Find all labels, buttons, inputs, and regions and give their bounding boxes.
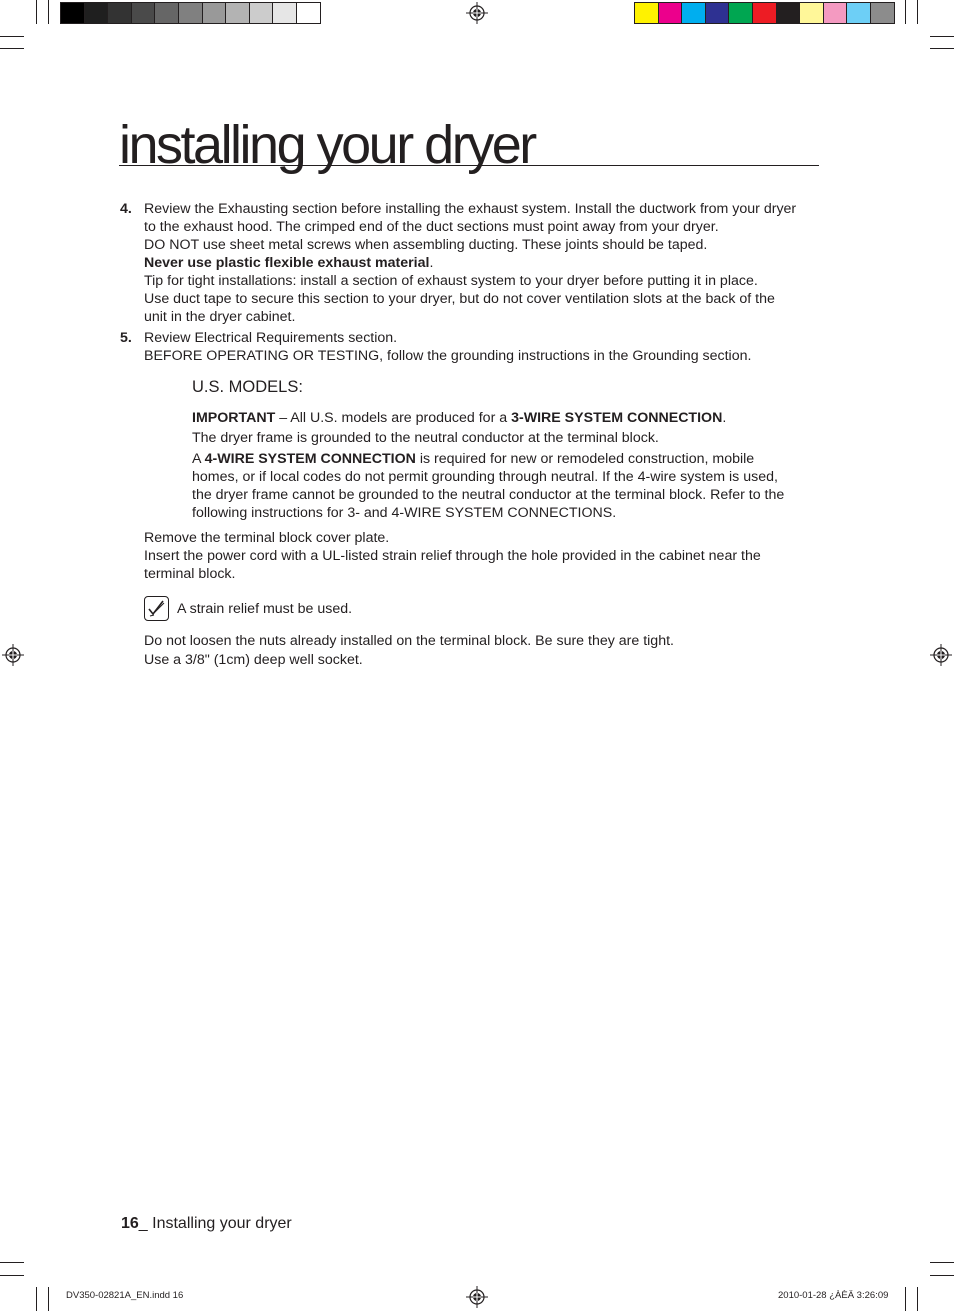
page-title: installing your dryer	[119, 112, 819, 166]
registration-mark-icon	[466, 2, 488, 24]
crop-mark	[48, 0, 49, 24]
warning-text: Never use plastic flexible exhaust material	[144, 255, 430, 271]
color-swatch	[658, 2, 683, 24]
page-footer-label: _ Installing your dryer	[138, 1215, 292, 1232]
color-swatch	[752, 2, 777, 24]
color-calibration-bar	[634, 0, 896, 26]
four-wire-text: is required for new or remodeled construction, mobile	[415, 451, 755, 467]
period: .	[722, 410, 727, 426]
step-text-line: Review the Exhausting section before installing the exhaust system. Install the ductwork from your dryer	[144, 201, 797, 217]
crop-mark	[36, 0, 37, 24]
four-wire-prefix: A	[192, 451, 205, 467]
three-wire-label: 3-WIRE SYSTEM CONNECTION	[511, 410, 723, 426]
frame-line: The dryer frame is grounded to the neutral conductor at the terminal block.	[192, 430, 659, 446]
step-text-line: Review Electrical Requirements section.	[144, 330, 398, 346]
instruction-line: terminal block.	[144, 566, 236, 582]
color-swatch	[728, 2, 753, 24]
color-swatch	[296, 2, 321, 24]
crop-mark	[0, 48, 24, 49]
color-swatch	[870, 2, 895, 24]
color-swatch	[846, 2, 871, 24]
important-line	[192, 409, 726, 427]
registration-mark-icon	[930, 644, 952, 666]
step-text-line: Use duct tape to secure this section to your dryer, but do not cover ventilation slots at the back of the	[144, 291, 775, 307]
crop-mark	[930, 1262, 954, 1263]
color-swatch	[681, 2, 706, 24]
crop-mark	[930, 1275, 954, 1276]
color-swatch	[634, 2, 659, 24]
step-text-line: BEFORE OPERATING OR TESTING, follow the grounding instructions in the Grounding section.	[144, 348, 752, 364]
color-swatch	[154, 2, 179, 24]
four-wire-text-line: following instructions for 3- and 4-WIRE SYSTEM CONNECTIONS.	[192, 505, 617, 521]
slug-filename: DV350-02821A_EN.indd 16	[66, 1290, 184, 1301]
slug-date: 2010-01-28 ¿ÀÈÄ 3:26:09	[778, 1290, 889, 1301]
step-text-line: to the exhaust hood. The crimped end of the duct sections must point away from your dryer.	[144, 219, 719, 235]
four-wire-text-line: the dryer frame cannot be grounded to the neutral conductor at the terminal block. Refer to the	[192, 487, 785, 503]
instruction-line: Do not loosen the nuts already installed on the terminal block. Be sure they are tight.	[144, 633, 674, 649]
instruction-line: Insert the power cord with a UL-listed strain relief through the hole provided in the cabinet near the	[144, 548, 761, 564]
color-swatch	[202, 2, 227, 24]
step-number: 5.	[120, 330, 132, 346]
important-text: – All U.S. models are produced for a	[275, 410, 512, 426]
color-swatch	[60, 2, 85, 24]
crop-mark	[905, 0, 906, 24]
crop-mark	[917, 0, 918, 24]
crop-mark	[0, 1275, 24, 1276]
warning-line	[144, 254, 433, 272]
crop-mark	[36, 1287, 37, 1311]
crop-mark	[0, 1262, 24, 1263]
crop-mark	[917, 1287, 918, 1311]
us-models-heading: U.S. MODELS:	[192, 378, 303, 396]
instruction-line: Use a 3/8" (1cm) deep well socket.	[144, 652, 363, 668]
page-number: 16	[121, 1215, 139, 1232]
warning-period: .	[429, 255, 434, 271]
color-swatch	[705, 2, 730, 24]
color-swatch	[776, 2, 801, 24]
instruction-line: Remove the terminal block cover plate.	[144, 530, 390, 546]
color-swatch	[84, 2, 109, 24]
four-wire-line	[192, 450, 754, 468]
crop-mark	[0, 36, 24, 37]
color-swatch	[823, 2, 848, 24]
step-text-line: unit in the dryer cabinet.	[144, 309, 296, 325]
registration-mark-icon	[2, 644, 24, 666]
color-swatch	[225, 2, 250, 24]
important-label: IMPORTANT	[192, 410, 276, 426]
color-swatch	[272, 2, 297, 24]
color-swatch	[131, 2, 156, 24]
four-wire-label: 4-WIRE SYSTEM CONNECTION	[204, 451, 416, 467]
color-swatch	[799, 2, 824, 24]
color-swatch	[178, 2, 203, 24]
crop-mark	[905, 1287, 906, 1311]
step-number: 4.	[120, 201, 132, 217]
step-text-line: Tip for tight installations: install a section of exhaust system to your dryer before putting it in place.	[144, 273, 758, 289]
grayscale-calibration-bar	[60, 0, 320, 26]
crop-mark	[48, 1287, 49, 1311]
note-pencil-icon	[144, 596, 169, 621]
step-text-line: DO NOT use sheet metal screws when assembling ducting. These joints should be taped.	[144, 237, 708, 253]
note-text: A strain relief must be used.	[177, 601, 353, 617]
four-wire-text-line: homes, or if local codes do not permit grounding through neutral. If the 4-wire system is used,	[192, 469, 778, 485]
color-swatch	[249, 2, 274, 24]
page-footer	[121, 1215, 292, 1233]
registration-mark-icon	[466, 1286, 488, 1308]
color-swatch	[107, 2, 132, 24]
crop-mark	[930, 48, 954, 49]
crop-mark	[930, 36, 954, 37]
